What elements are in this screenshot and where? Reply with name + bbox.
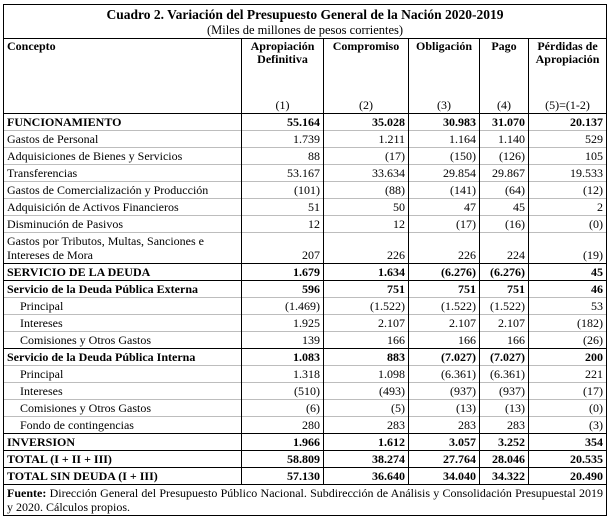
row-value-col-3: 34.040: [409, 468, 480, 485]
row-value-col-2: (493): [324, 383, 409, 400]
row-value-col-5: 221: [529, 366, 607, 383]
row-value-col-4: (13): [480, 400, 529, 417]
row-value-col-2: 12: [324, 216, 409, 233]
row-value-col-1: 1.679: [242, 264, 324, 281]
row-value-col-1: 57.130: [242, 468, 324, 485]
header-col-1: Apropiación Definitiva: [242, 39, 324, 99]
table-row: [4, 451, 607, 468]
row-value-col-4: 224: [480, 233, 529, 264]
row-value-col-2: 2.107: [324, 315, 409, 332]
row-value-col-4: 283: [480, 417, 529, 434]
table-row: [4, 233, 607, 264]
row-value-col-1: 51: [242, 199, 324, 216]
table-row: [4, 165, 607, 182]
row-label: Gastos de Personal: [4, 131, 242, 148]
row-value-col-4: (7.027): [480, 349, 529, 366]
row-value-col-2: 38.274: [324, 451, 409, 468]
table-row: [4, 148, 607, 165]
header-col-3: Obligación: [409, 39, 480, 99]
row-value-col-2: 166: [324, 332, 409, 349]
budget-table-container: [3, 4, 606, 516]
row-value-col-2: 1.211: [324, 131, 409, 148]
row-value-col-2: 751: [324, 281, 409, 298]
row-label: Servicio de la Deuda Pública Interna: [4, 349, 242, 366]
row-value-col-1: 1.318: [242, 366, 324, 383]
header-concepto: Concepto: [4, 39, 242, 99]
row-label: INVERSION: [4, 434, 242, 451]
table-row: [4, 281, 607, 298]
header-col-4: Pago: [480, 39, 529, 99]
row-value-col-3: (6.276): [409, 264, 480, 281]
row-value-col-3: (17): [409, 216, 480, 233]
row-value-col-4: 45: [480, 199, 529, 216]
row-value-col-2: 1.612: [324, 434, 409, 451]
header-row: [4, 39, 607, 99]
table-row: [4, 199, 607, 216]
row-label: Gastos de Comercialización y Producción: [4, 182, 242, 199]
row-value-col-1: 1.083: [242, 349, 324, 366]
row-label: TOTAL SIN DEUDA (I + III): [4, 468, 242, 485]
header-col-2: Compromiso: [324, 39, 409, 99]
row-value-col-4: (126): [480, 148, 529, 165]
row-value-col-5: (19): [529, 233, 607, 264]
row-label: SERVICIO DE LA DEUDA: [4, 264, 242, 281]
row-value-col-4: 29.867: [480, 165, 529, 182]
row-value-col-3: (937): [409, 383, 480, 400]
row-value-col-2: (88): [324, 182, 409, 199]
row-value-col-3: (1.522): [409, 298, 480, 315]
row-value-col-1: (101): [242, 182, 324, 199]
row-value-col-5: (17): [529, 383, 607, 400]
row-value-col-1: (1.469): [242, 298, 324, 315]
row-value-col-5: (182): [529, 315, 607, 332]
row-value-col-5: 2: [529, 199, 607, 216]
column-number-3: (3): [409, 98, 480, 114]
source-note: [4, 485, 607, 516]
row-value-col-5: 46: [529, 281, 607, 298]
row-label: Servicio de la Deuda Pública Externa: [4, 281, 242, 298]
row-value-col-5: 19.533: [529, 165, 607, 182]
row-value-col-3: 1.164: [409, 131, 480, 148]
source-text: Dirección General del Presupuesto Público Nacional. Subdirección de Análisis y Consolidación Presupuestal 2019 y 2020. Cálculos propios.: [7, 486, 604, 514]
row-value-col-3: 226: [409, 233, 480, 264]
row-label: Intereses: [4, 383, 242, 400]
row-value-col-2: 33.634: [324, 165, 409, 182]
column-number-4: (4): [480, 98, 529, 114]
row-value-col-3: 751: [409, 281, 480, 298]
table-body: [4, 114, 607, 485]
row-value-col-3: 29.854: [409, 165, 480, 182]
row-label: Adquisición de Activos Financieros: [4, 199, 242, 216]
row-value-col-5: 20.137: [529, 114, 607, 131]
row-value-col-4: (937): [480, 383, 529, 400]
row-value-col-5: (26): [529, 332, 607, 349]
row-value-col-3: 166: [409, 332, 480, 349]
row-value-col-2: 883: [324, 349, 409, 366]
table-row: [4, 383, 607, 400]
row-value-col-5: 105: [529, 148, 607, 165]
table-row: [4, 332, 607, 349]
table-row: [4, 468, 607, 485]
row-value-col-1: 1.925: [242, 315, 324, 332]
table-row: [4, 434, 607, 451]
row-label: Adquisiciones de Bienes y Servicios: [4, 148, 242, 165]
row-value-col-1: 53.167: [242, 165, 324, 182]
row-label: TOTAL (I + II + III): [4, 451, 242, 468]
row-label: Disminución de Pasivos: [4, 216, 242, 233]
table-row: [4, 298, 607, 315]
row-value-col-3: (7.027): [409, 349, 480, 366]
row-value-col-3: 2.107: [409, 315, 480, 332]
row-value-col-1: 1.739: [242, 131, 324, 148]
row-value-col-4: 2.107: [480, 315, 529, 332]
row-value-col-5: 529: [529, 131, 607, 148]
row-value-col-1: 55.164: [242, 114, 324, 131]
table-row: [4, 417, 607, 434]
column-number-blank: [4, 98, 242, 114]
row-label: Transferencias: [4, 165, 242, 182]
row-value-col-1: 596: [242, 281, 324, 298]
row-value-col-3: (6.361): [409, 366, 480, 383]
column-number-2: (2): [324, 98, 409, 114]
row-value-col-1: 1.966: [242, 434, 324, 451]
row-value-col-2: 50: [324, 199, 409, 216]
row-value-col-1: 139: [242, 332, 324, 349]
header-col-5: Pérdidas de Apropiación: [529, 39, 607, 99]
row-value-col-3: (150): [409, 148, 480, 165]
table-row: [4, 114, 607, 131]
row-value-col-2: 1.098: [324, 366, 409, 383]
row-value-col-3: 30.983: [409, 114, 480, 131]
row-value-col-5: (0): [529, 400, 607, 417]
budget-table: [3, 4, 607, 516]
column-number-1: (1): [242, 98, 324, 114]
table-title: Cuadro 2. Variación del Presupuesto General de la Nación 2020-2019: [4, 5, 607, 24]
row-value-col-2: 36.640: [324, 468, 409, 485]
row-value-col-4: 3.252: [480, 434, 529, 451]
column-number-5: (5)=(1-2): [529, 98, 607, 114]
row-value-col-2: (1.522): [324, 298, 409, 315]
row-value-col-4: (64): [480, 182, 529, 199]
row-value-col-2: 226: [324, 233, 409, 264]
row-value-col-3: 27.764: [409, 451, 480, 468]
row-value-col-1: (510): [242, 383, 324, 400]
table-row: [4, 349, 607, 366]
row-value-col-4: 1.140: [480, 131, 529, 148]
row-value-col-1: 207: [242, 233, 324, 264]
row-value-col-4: 34.322: [480, 468, 529, 485]
row-value-col-3: 47: [409, 199, 480, 216]
row-value-col-5: (12): [529, 182, 607, 199]
row-value-col-4: 166: [480, 332, 529, 349]
row-label: Principal: [4, 298, 242, 315]
column-number-row: [4, 98, 607, 114]
row-value-col-5: 354: [529, 434, 607, 451]
row-value-col-5: (3): [529, 417, 607, 434]
table-row: [4, 315, 607, 332]
row-label: Comisiones y Otros Gastos: [4, 332, 242, 349]
row-value-col-5: 53: [529, 298, 607, 315]
table-row: [4, 182, 607, 199]
row-label: Principal: [4, 366, 242, 383]
row-value-col-3: 3.057: [409, 434, 480, 451]
row-value-col-5: 20.535: [529, 451, 607, 468]
row-label: Fondo de contingencias: [4, 417, 242, 434]
table-row: [4, 400, 607, 417]
row-label: Gastos por Tributos, Multas, Sanciones e Intereses de Mora: [4, 233, 242, 264]
row-label: FUNCIONAMIENTO: [4, 114, 242, 131]
row-value-col-5: 200: [529, 349, 607, 366]
table-subtitle: (Miles de millones de pesos corrientes): [4, 23, 607, 39]
row-value-col-5: 45: [529, 264, 607, 281]
row-value-col-1: 58.809: [242, 451, 324, 468]
table-row: [4, 366, 607, 383]
row-value-col-5: 20.490: [529, 468, 607, 485]
row-value-col-1: 12: [242, 216, 324, 233]
row-value-col-5: (0): [529, 216, 607, 233]
table-row: [4, 264, 607, 281]
row-value-col-2: 283: [324, 417, 409, 434]
row-value-col-1: 88: [242, 148, 324, 165]
row-value-col-4: 751: [480, 281, 529, 298]
row-value-col-4: (1.522): [480, 298, 529, 315]
table-row: [4, 216, 607, 233]
row-value-col-4: (6.361): [480, 366, 529, 383]
source-label: Fuente:: [7, 486, 47, 500]
row-value-col-1: 280: [242, 417, 324, 434]
row-label: Comisiones y Otros Gastos: [4, 400, 242, 417]
row-value-col-3: (141): [409, 182, 480, 199]
row-label: Intereses: [4, 315, 242, 332]
row-value-col-3: 283: [409, 417, 480, 434]
row-value-col-4: 31.070: [480, 114, 529, 131]
row-value-col-4: (16): [480, 216, 529, 233]
row-value-col-3: (13): [409, 400, 480, 417]
row-value-col-2: 1.634: [324, 264, 409, 281]
row-value-col-1: (6): [242, 400, 324, 417]
row-value-col-4: (6.276): [480, 264, 529, 281]
table-row: [4, 131, 607, 148]
row-value-col-2: (5): [324, 400, 409, 417]
row-value-col-2: (17): [324, 148, 409, 165]
row-value-col-4: 28.046: [480, 451, 529, 468]
row-value-col-2: 35.028: [324, 114, 409, 131]
